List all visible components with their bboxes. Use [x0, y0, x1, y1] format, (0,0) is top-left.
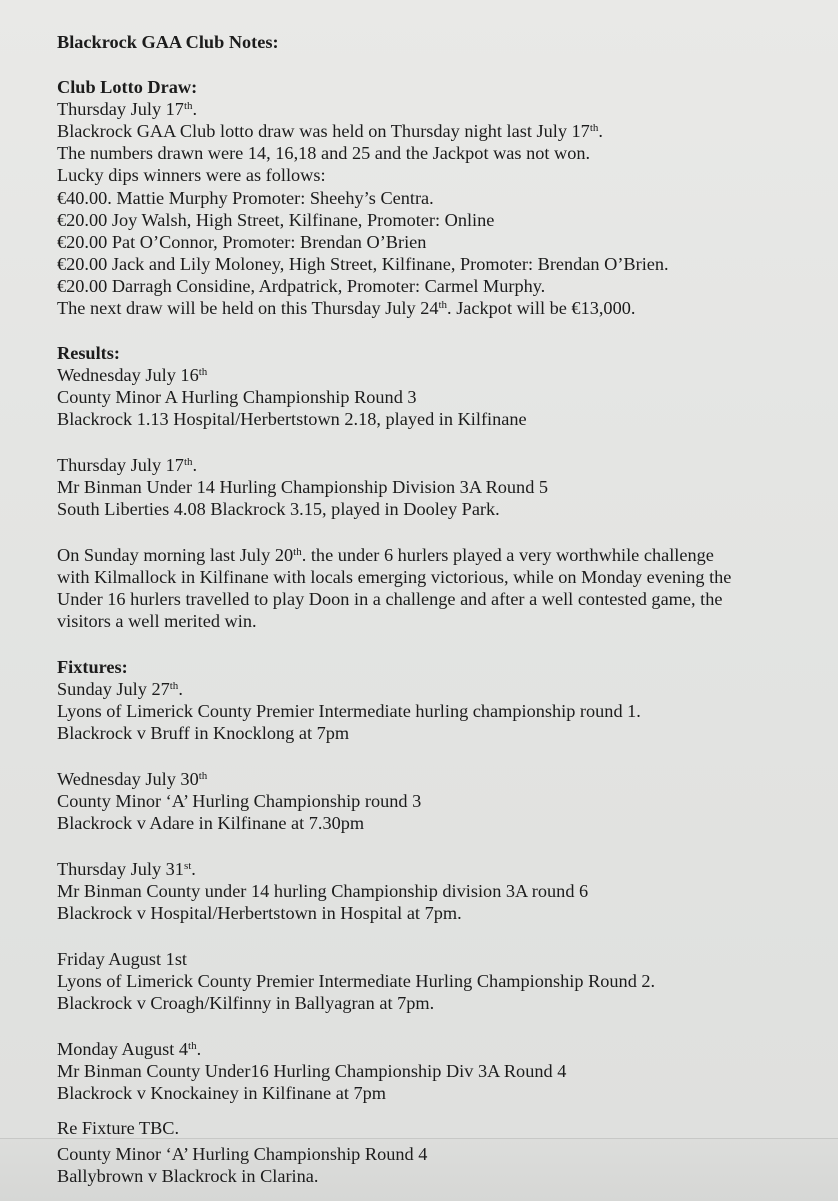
second-page-fragment: [0, 1138, 838, 1201]
result-score: Blackrock 1.13 Hospital/Herbertstown 2.18, played in Kilfinane: [57, 409, 527, 429]
result-score: South Liberties 4.08 Blackrock 3.15, played in Dooley Park.: [57, 499, 500, 519]
lotto-heading: Club Lotto Draw:: [57, 77, 198, 97]
lotto-numbers: The numbers drawn were 14, 16,18 and 25 and the Jackpot was not won.: [57, 143, 591, 163]
fixture-match: Blackrock v Bruff in Knocklong at 7pm: [57, 723, 350, 743]
result-competition: Mr Binman Under 14 Hurling Championship Division 3A Round 5: [57, 477, 549, 497]
fixtures-heading: Fixtures:: [57, 657, 128, 677]
lotto-intro: Blackrock GAA Club lotto draw was held on Thursday night last July 17th.: [57, 121, 603, 141]
results-heading: Results:: [57, 343, 120, 363]
lotto-next-draw: The next draw will be held on this Thursday July 24th. Jackpot will be €13,000.: [57, 298, 636, 318]
page-title: Blackrock GAA Club Notes:: [57, 32, 279, 52]
lotto-winner: €20.00 Joy Walsh, High Street, Kilfinane, Promoter: Online: [57, 210, 495, 230]
results-paragraph-line: visitors a well merited win.: [57, 611, 257, 631]
fixture-competition: Mr Binman County under 14 hurling Championship division 3A round 6: [57, 881, 589, 901]
fixture-match: Ballybrown v Blackrock in Clarina.: [57, 1166, 319, 1186]
fixture-competition: County Minor ‘A’ Hurling Championship Round 4: [57, 1144, 428, 1164]
result-date: Wednesday July 16th: [57, 365, 208, 385]
fixture-match: Blackrock v Hospital/Herbertstown in Hospital at 7pm.: [57, 903, 462, 923]
fixture-competition: Lyons of Limerick County Premier Intermediate Hurling Championship Round 2.: [57, 971, 656, 991]
lotto-winners-intro: Lucky dips winners were as follows:: [57, 165, 326, 185]
refixture-note: Re Fixture TBC.: [57, 1118, 180, 1138]
lotto-winner: €20.00 Pat O’Connor, Promoter: Brendan O’Brien: [57, 232, 427, 252]
fixture-competition: Mr Binman County Under16 Hurling Championship Div 3A Round 4: [57, 1061, 567, 1081]
result-competition: County Minor A Hurling Championship Round 3: [57, 387, 417, 407]
fixture-date: Sunday July 27th.: [57, 679, 183, 699]
result-date: Thursday July 17th.: [57, 455, 198, 475]
results-paragraph-line: with Kilmallock in Kilfinane with locals emerging victorious, while on Monday evening the: [57, 567, 732, 587]
fixture-match: Blackrock v Croagh/Kilfinny in Ballyagran at 7pm.: [57, 993, 435, 1013]
fixture-competition: County Minor ‘A’ Hurling Championship round 3: [57, 791, 422, 811]
fixture-date: Wednesday July 30th: [57, 769, 208, 789]
fixture-match: Blackrock v Knockainey in Kilfinane at 7pm: [57, 1083, 386, 1103]
lotto-date: Thursday July 17th.: [57, 99, 198, 119]
lotto-winner: €40.00. Mattie Murphy Promoter: Sheehy’s Centra.: [57, 188, 434, 208]
fixture-date: Friday August 1st: [57, 949, 188, 969]
lotto-winner: €20.00 Darragh Considine, Ardpatrick, Promoter: Carmel Murphy.: [57, 276, 546, 296]
fixture-match: Blackrock v Adare in Kilfinane at 7.30pm: [57, 813, 365, 833]
fixture-date: Monday August 4th.: [57, 1039, 202, 1059]
fixture-date: Thursday July 31st.: [57, 859, 196, 879]
results-paragraph-line: Under 16 hurlers travelled to play Doon in a challenge and after a well contested game, the: [57, 589, 723, 609]
fixture-competition: Lyons of Limerick County Premier Intermediate hurling championship round 1.: [57, 701, 641, 721]
results-paragraph-line: On Sunday morning last July 20th. the under 6 hurlers played a very worthwhile challenge: [57, 545, 714, 565]
lotto-winner: €20.00 Jack and Lily Moloney, High Street, Kilfinane, Promoter: Brendan O’Brien.: [57, 254, 669, 274]
